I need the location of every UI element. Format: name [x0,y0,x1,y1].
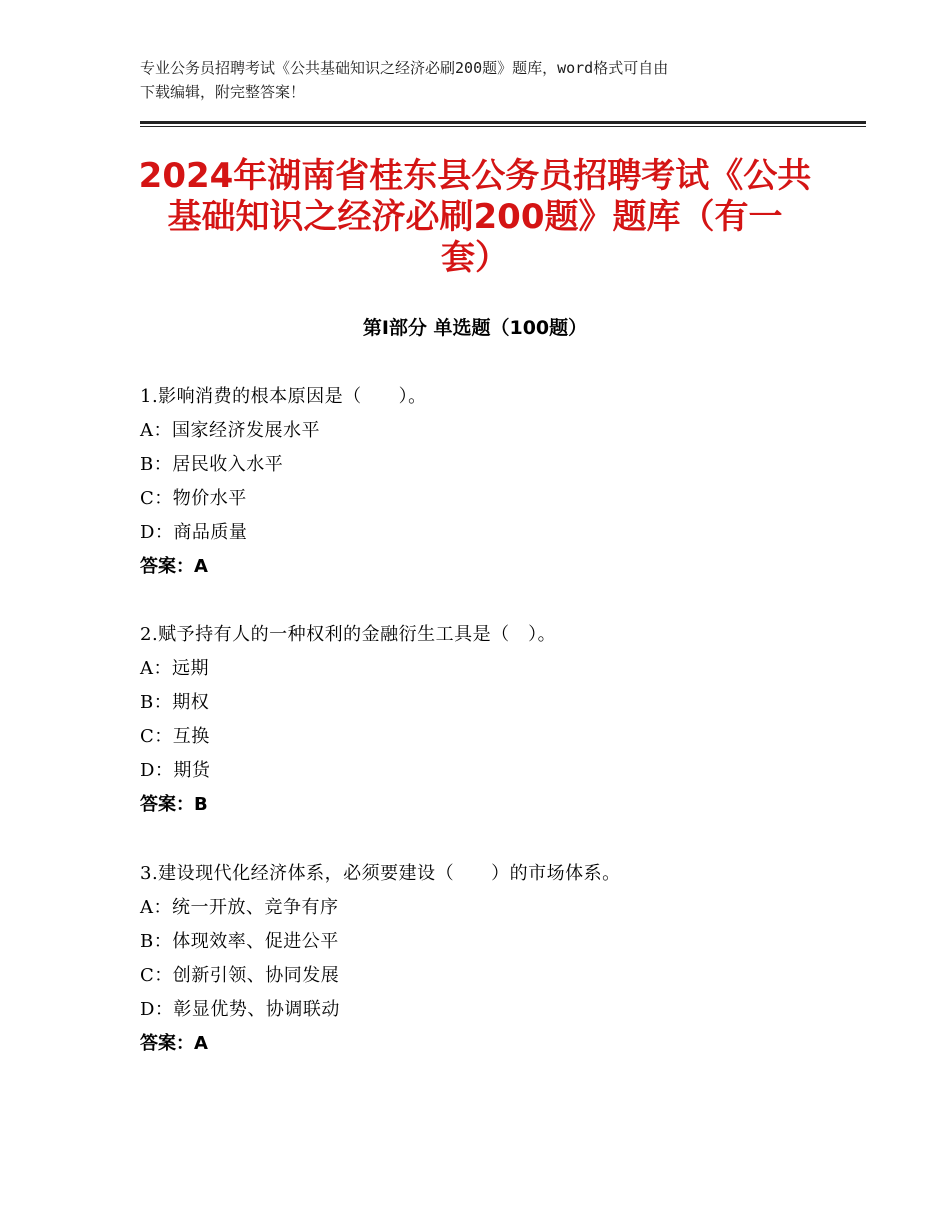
header-note-line-1: 专业公务员招聘考试《公共基础知识之经济必刷200题》题库，word格式可自由 [140,59,669,77]
section-heading: 第Ⅰ部分 单选题（100题） [362,317,588,339]
answer-line: 答案：A [140,1033,208,1054]
question-3 [140,857,860,1061]
option-b: B：居民收入水平 [140,454,284,475]
option-d: D：彰显优势、协调联动 [140,999,340,1020]
question-2 [140,618,860,822]
option-a: A：统一开放、竞争有序 [140,897,339,918]
header-divider-thin [140,126,866,127]
option-c: C：互换 [140,726,210,747]
document-title-line-3: 套） [441,238,509,278]
option-c: C：创新引领、协同发展 [140,965,340,986]
option-a: A：国家经济发展水平 [140,420,320,441]
option-b: B：体现效率、促进公平 [140,931,339,952]
option-a: A：远期 [140,658,209,679]
header-note-line-2: 下载编辑，附完整答案！ [140,83,306,101]
document-title-line-1: 2024年湖南省桂东县公务员招聘考试《公共 [138,156,812,196]
option-b: B：期权 [140,692,210,713]
option-d: D：商品质量 [140,522,248,543]
document-title [110,156,840,279]
option-c: C：物价水平 [140,488,247,509]
question-stem: 1.影响消费的根本原因是（ ）。 [140,386,427,407]
header-note [140,56,820,104]
answer-line: 答案：A [140,556,208,577]
question-1 [140,380,860,584]
option-d: D：期货 [140,760,211,781]
header-divider-thick [140,121,866,124]
document-title-line-2: 基础知识之经济必刷200题》题库（有一 [167,197,783,237]
question-stem: 2.赋予持有人的一种权利的金融衍生工具是（ ）。 [140,624,557,645]
question-stem: 3.建设现代化经济体系，必须要建设（ ）的市场体系。 [140,863,621,884]
answer-line: 答案：B [140,794,208,815]
